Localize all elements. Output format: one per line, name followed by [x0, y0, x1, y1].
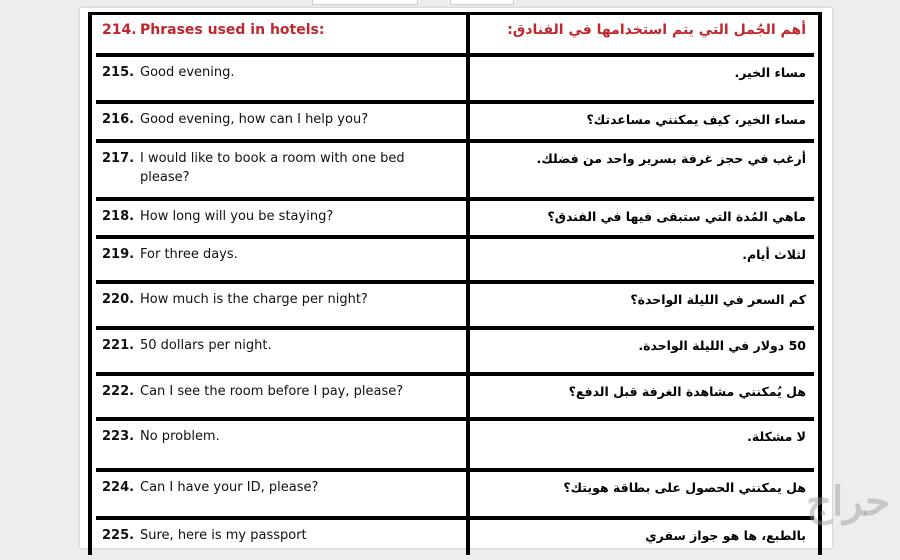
english-phrase	[102, 149, 460, 187]
row-number: 222.	[102, 384, 135, 399]
table-row	[96, 284, 814, 330]
table-row	[96, 239, 814, 284]
table-row	[96, 376, 814, 421]
row-number: 214.	[102, 22, 137, 38]
english-phrase	[102, 290, 460, 309]
english-text: How much is the charge per night?	[140, 292, 368, 307]
english-phrase	[102, 336, 460, 355]
english-phrase	[102, 427, 460, 446]
english-text: For three days.	[140, 247, 238, 262]
phrase-table	[88, 12, 822, 555]
row-number: 216.	[102, 112, 135, 127]
row-number: 224.	[102, 480, 135, 495]
row-number: 225.	[102, 528, 135, 543]
english-phrase	[102, 382, 460, 401]
header-arabic: أهم الجُمل التي يتم استخدامها في الفنادق:	[507, 22, 806, 38]
arabic-phrase: بالطبع، ها هو جواز سفري	[645, 528, 806, 543]
header-english-text: Phrases used in hotels:	[140, 22, 325, 38]
table-row	[96, 104, 814, 143]
english-text: Can I see the room before I pay, please?	[140, 384, 404, 399]
arabic-phrase: هل يُمكنني مشاهدة الغرفة قبل الدفع؟	[568, 384, 806, 399]
english-text: I would like to book a room with one bed	[140, 151, 405, 166]
english-phrase	[102, 526, 460, 545]
english-phrase	[102, 110, 460, 129]
row-number: 220.	[102, 292, 135, 307]
toolbar-field[interactable]	[312, 0, 418, 5]
table-row	[96, 330, 814, 376]
arabic-phrase: هل يمكنني الحصول على بطاقة هويتك؟	[563, 480, 806, 495]
arabic-phrase: مساء الخير.	[734, 65, 806, 80]
site-watermark-logo: حراج	[806, 478, 890, 525]
table-row	[96, 143, 814, 201]
arabic-phrase: مساء الخير، كيف يمكنني مساعدتك؟	[586, 112, 806, 127]
row-number: 215.	[102, 65, 135, 80]
arabic-phrase: لا مشكلة.	[747, 429, 806, 444]
english-text: 50 dollars per night.	[140, 338, 272, 353]
english-text: How long will you be staying?	[140, 209, 334, 224]
document-page	[80, 8, 832, 548]
row-number: 223.	[102, 429, 135, 444]
english-phrase	[102, 63, 460, 82]
table-row	[96, 57, 814, 104]
row-number: 219.	[102, 247, 135, 262]
table-row	[96, 201, 814, 239]
table-header-row	[96, 15, 814, 57]
english-text: Good evening, how can I help you?	[140, 112, 369, 127]
toolbar-field[interactable]	[450, 0, 514, 5]
arabic-phrase: كم السعر في الليلة الواحدة؟	[630, 292, 806, 307]
table-row	[96, 472, 814, 520]
header-english	[102, 21, 460, 40]
viewer-toolbar-strip	[0, 0, 900, 8]
english-text: Good evening.	[140, 65, 235, 80]
arabic-phrase: ماهي المُدة التي ستبقى فيها في الفندق؟	[547, 209, 806, 224]
arabic-phrase: لثلاث أيام.	[742, 247, 806, 262]
table-row	[96, 421, 814, 472]
english-phrase	[102, 245, 460, 264]
arabic-phrase: 50 دولار في الليلة الواحدة.	[638, 338, 806, 353]
english-text: Sure, here is my passport	[140, 528, 307, 543]
arabic-phrase: أرغب في حجز غرفة بسرير واحد من فضلك.	[536, 151, 806, 166]
english-text-continued: please?	[140, 170, 190, 185]
row-number: 218.	[102, 209, 135, 224]
row-number: 221.	[102, 338, 135, 353]
row-number: 217.	[102, 151, 135, 166]
english-text: No problem.	[140, 429, 220, 444]
english-phrase	[102, 478, 460, 497]
english-phrase	[102, 207, 460, 226]
table-row	[96, 520, 814, 560]
english-text: Can I have your ID, please?	[140, 480, 319, 495]
